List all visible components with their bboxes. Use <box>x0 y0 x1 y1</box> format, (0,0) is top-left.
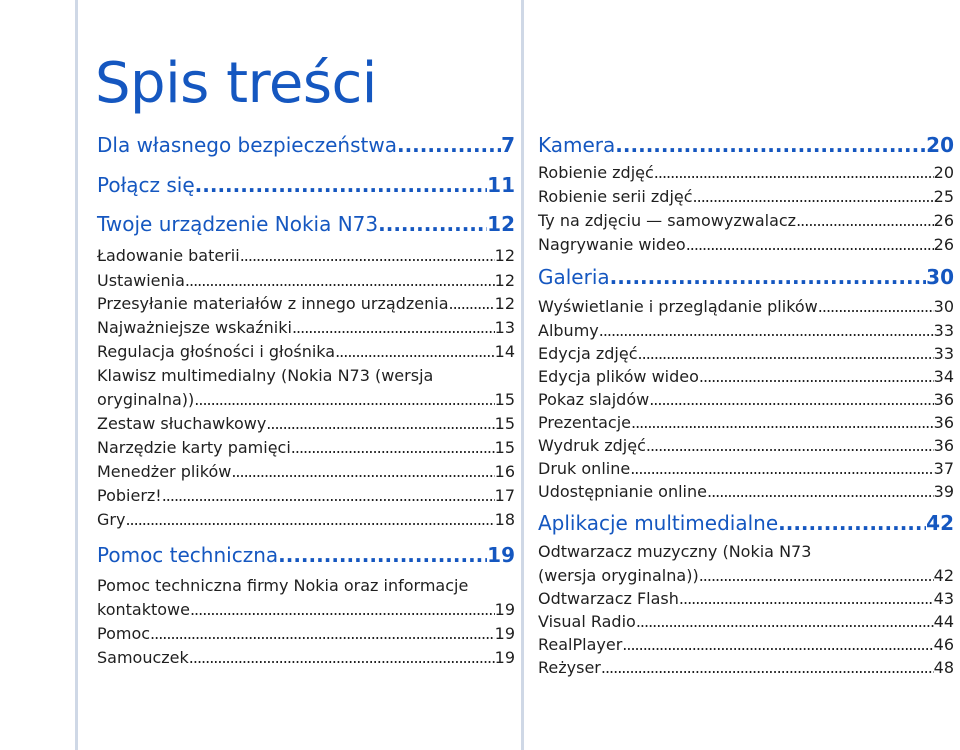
page-number: 19 <box>494 648 515 667</box>
toc-entry[interactable] <box>538 297 954 316</box>
toc-chapter[interactable] <box>538 511 954 535</box>
toc-entry-title: Narzędzie karty pamięci <box>97 438 291 457</box>
page-number: 14 <box>494 342 515 361</box>
page-number: 25 <box>933 187 954 206</box>
dot-leader <box>610 265 927 289</box>
dot-leader <box>818 297 934 316</box>
page-number: 19 <box>487 543 515 567</box>
toc-chapter[interactable] <box>538 133 954 157</box>
page-title: Spis treści <box>95 51 377 116</box>
page-number: 12 <box>487 212 515 236</box>
toc-entry-title: Robienie serii zdjęć <box>538 187 693 206</box>
toc-entry[interactable] <box>97 318 515 337</box>
dot-leader <box>190 600 495 619</box>
toc-entry-title: Reżyser <box>538 658 601 677</box>
page-number: 13 <box>494 318 515 337</box>
dot-leader <box>378 212 487 236</box>
toc-entry-title: oryginalna)) <box>97 390 195 409</box>
toc-entry-title: Pomoc <box>97 624 151 643</box>
dot-leader <box>150 624 495 643</box>
toc-entry[interactable] <box>538 436 954 455</box>
dot-leader <box>654 163 934 182</box>
page-number: 16 <box>494 462 515 481</box>
page-number: 18 <box>494 510 515 529</box>
toc-entry[interactable] <box>538 321 954 340</box>
toc-entry[interactable] <box>538 635 954 654</box>
toc-entry-title: Pobierz! <box>97 486 162 505</box>
page-number: 30 <box>926 265 954 289</box>
page-number: 46 <box>933 635 954 654</box>
toc-entry-first-line: Klawisz multimedialny (Nokia N73 (wersja <box>97 366 434 385</box>
page-number: 20 <box>926 133 954 157</box>
dot-leader <box>638 344 934 363</box>
page-number: 15 <box>494 414 515 433</box>
dot-leader <box>707 482 934 501</box>
page-number: 36 <box>933 413 954 432</box>
page-number: 7 <box>501 133 515 157</box>
toc-entry-title: Edycja zdjęć <box>538 344 638 363</box>
toc-entry[interactable] <box>538 390 954 409</box>
dot-leader <box>335 342 495 361</box>
toc-entry[interactable] <box>538 658 954 677</box>
toc-chapter[interactable] <box>97 543 515 567</box>
toc-entry-title: Regulacja głośności i głośnika <box>97 342 336 361</box>
page-number: 12 <box>494 246 515 265</box>
toc-entry-title: Visual Radio <box>538 612 636 631</box>
dot-leader <box>449 294 495 313</box>
dot-leader <box>189 648 495 667</box>
toc-chapter[interactable] <box>538 265 954 289</box>
dot-leader <box>649 390 933 409</box>
toc-entry[interactable] <box>538 344 954 363</box>
page-number: 11 <box>487 173 515 197</box>
toc-entry[interactable] <box>97 624 515 643</box>
page-number: 12 <box>494 271 515 290</box>
page-number: 44 <box>933 612 954 631</box>
toc-entry[interactable] <box>97 390 515 409</box>
dot-leader <box>693 187 934 206</box>
toc-entry-title: Edycja plików wideo <box>538 367 699 386</box>
toc-entry-title: Samouczek <box>97 648 189 667</box>
toc-entry-title: Wydruk zdjęć <box>538 436 646 455</box>
toc-entry[interactable] <box>538 367 954 386</box>
toc-chapter[interactable] <box>97 133 515 157</box>
page-number: 12 <box>494 294 515 313</box>
toc-entry-title: kontaktowe <box>97 600 190 619</box>
toc-entry-first-line: Odtwarzacz muzyczny (Nokia N73 <box>538 542 812 561</box>
toc-entry[interactable] <box>97 600 515 619</box>
dot-leader <box>622 635 933 654</box>
dot-leader <box>397 133 501 157</box>
toc-entry[interactable] <box>538 211 954 230</box>
toc-entry[interactable] <box>538 459 954 478</box>
toc-entry[interactable] <box>97 510 515 529</box>
dot-leader <box>699 367 934 386</box>
dot-leader <box>185 271 495 290</box>
dot-leader <box>162 486 495 505</box>
page-number: 33 <box>933 344 954 363</box>
dot-leader <box>796 211 934 230</box>
dot-leader <box>240 246 495 265</box>
toc-entry[interactable] <box>97 486 515 505</box>
page-number: 39 <box>933 482 954 501</box>
toc-entry-title: Robienie zdjęć <box>538 163 654 182</box>
page-number: 42 <box>933 566 954 585</box>
dot-leader <box>231 462 494 481</box>
toc-entry-title: Prezentacje <box>538 413 631 432</box>
toc-entry[interactable] <box>538 163 954 182</box>
toc-entry-title: RealPlayer <box>538 635 623 654</box>
page-number: 37 <box>933 459 954 478</box>
dot-leader <box>195 173 488 197</box>
toc-entry-title: Odtwarzacz Flash <box>538 589 679 608</box>
dot-leader <box>125 510 494 529</box>
toc-entry-title: Najważniejsze wskaźniki <box>97 318 292 337</box>
toc-entry-title: Wyświetlanie i przeglądanie plików <box>538 297 818 316</box>
page-number: 26 <box>933 235 954 254</box>
toc-entry-title: (wersja oryginalna)) <box>538 566 699 585</box>
toc-entry-title: Ładowanie baterii <box>97 246 240 265</box>
page-number: 26 <box>933 211 954 230</box>
toc-entry[interactable] <box>538 612 954 631</box>
dot-leader <box>630 459 933 478</box>
toc-chapter-title: Kamera <box>538 133 616 157</box>
page-number: 15 <box>494 390 515 409</box>
page-number: 30 <box>933 297 954 316</box>
left-margin-rule <box>75 0 78 750</box>
toc-entry[interactable] <box>97 294 515 313</box>
dot-leader <box>291 438 495 457</box>
toc-entry[interactable] <box>97 342 515 361</box>
toc-entry[interactable] <box>538 187 954 206</box>
dot-leader <box>615 133 926 157</box>
dot-leader <box>679 589 934 608</box>
toc-entry[interactable] <box>97 414 515 433</box>
dot-leader <box>266 414 494 433</box>
toc-entry-title: Druk online <box>538 459 631 478</box>
page-number: 19 <box>494 600 515 619</box>
toc-entry[interactable] <box>538 235 954 254</box>
page-number: 20 <box>933 163 954 182</box>
toc-entry-title: Ty na zdjęciu — samowyzwalacz <box>538 211 797 230</box>
page-number: 36 <box>933 436 954 455</box>
page-number: 42 <box>926 511 954 535</box>
toc-chapter-title: Dla własnego bezpieczeństwa <box>97 133 397 157</box>
toc-entry-title: Gry <box>97 510 126 529</box>
toc-entry-title: Albumy <box>538 321 599 340</box>
dot-leader <box>599 321 934 340</box>
dot-leader <box>778 511 926 535</box>
page-number: 33 <box>933 321 954 340</box>
toc-chapter-title: Twoje urządzenie Nokia N73 <box>97 212 379 236</box>
toc-entry[interactable] <box>538 589 954 608</box>
toc-chapter[interactable] <box>97 212 515 236</box>
dot-leader <box>646 436 934 455</box>
toc-entry-title: Udostępnianie online <box>538 482 707 501</box>
toc-chapter-title: Pomoc techniczna <box>97 543 279 567</box>
dot-leader <box>601 658 934 677</box>
toc-entry[interactable] <box>97 271 515 290</box>
toc-chapter[interactable] <box>97 173 515 197</box>
dot-leader <box>686 235 934 254</box>
dot-leader <box>631 413 934 432</box>
page-number: 43 <box>933 589 954 608</box>
toc-entry[interactable] <box>538 566 954 585</box>
toc-entry-first-line: Pomoc techniczna firmy Nokia oraz informacje <box>97 576 469 595</box>
dot-leader <box>699 566 934 585</box>
dot-leader <box>278 543 487 567</box>
page-number: 15 <box>494 438 515 457</box>
toc-entry[interactable] <box>538 413 954 432</box>
toc-chapter-title: Aplikacje multimedialne <box>538 511 779 535</box>
page-number: 36 <box>933 390 954 409</box>
toc-entry-title: Przesyłanie materiałów z innego urządzenia <box>97 294 449 313</box>
toc-entry[interactable] <box>97 246 515 265</box>
toc-entry-title: Zestaw słuchawkowy <box>97 414 267 433</box>
column-divider <box>521 0 524 750</box>
toc-entry-title: Nagrywanie wideo <box>538 235 686 254</box>
page-number: 34 <box>933 367 954 386</box>
page-number: 48 <box>933 658 954 677</box>
toc-chapter-title: Galeria <box>538 265 610 289</box>
toc-entry[interactable] <box>97 648 515 667</box>
page-number: 19 <box>494 624 515 643</box>
dot-leader <box>636 612 934 631</box>
toc-entry[interactable] <box>97 462 515 481</box>
toc-entry[interactable] <box>97 438 515 457</box>
toc-entry-title: Menedżer plików <box>97 462 232 481</box>
toc-entry[interactable] <box>538 482 954 501</box>
toc-entry-title: Pokaz slajdów <box>538 390 650 409</box>
dot-leader <box>194 390 494 409</box>
dot-leader <box>292 318 495 337</box>
toc-chapter-title: Połącz się <box>97 173 195 197</box>
toc-entry-title: Ustawienia <box>97 271 185 290</box>
page-number: 17 <box>494 486 515 505</box>
